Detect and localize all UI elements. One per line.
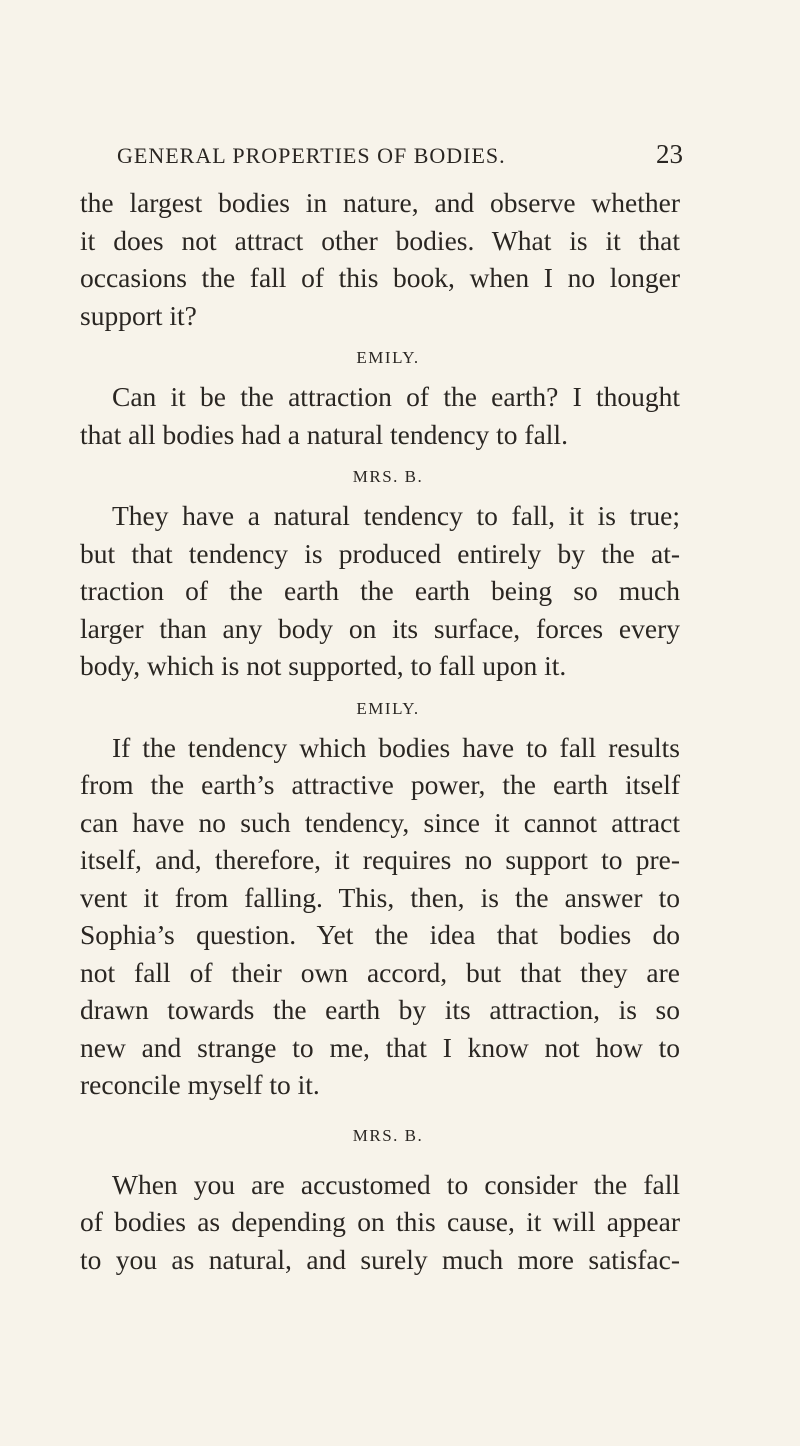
page-number: 23 — [656, 139, 683, 169]
text-line: They have a natural tendency to fall, it is true; — [112, 500, 680, 531]
text-line: the largest bodies in nature, and observe whether — [80, 187, 680, 218]
text-line: that all bodies had a natural tendency to fall. — [80, 418, 568, 450]
text-line: larger than any body on its surface, forces every — [80, 612, 680, 644]
text-line: traction of the earth the earth being so much — [80, 575, 680, 606]
speaker-label: MRS. B. — [352, 1125, 424, 1145]
text-line: from the earth’s attractive power, the earth itself — [80, 769, 680, 800]
text-line: can have no such tendency, since it cannot attract — [80, 806, 680, 838]
text-line: itself, and, therefore, it requires no support to pre- — [80, 844, 680, 875]
text-line: of bodies as depending on this cause, it will appear — [80, 1206, 680, 1237]
text-line: body, which is not supported, to fall upon it. — [80, 650, 567, 681]
text-line: it does not attract other bodies. What is it that — [80, 224, 680, 256]
text-line: drawn towards the earth by its attraction, is so — [80, 994, 680, 1025]
speaker-label: EMILY. — [356, 348, 420, 367]
speaker-label: MRS. B. — [352, 467, 424, 486]
text-line: Can it be the attraction of the earth? I thought — [112, 381, 680, 412]
speaker-label: EMILY. — [356, 698, 420, 718]
text-line: new and strange to me, that I know not how to — [80, 1031, 680, 1063]
text-line: but that tendency is produced entirely by the at- — [80, 537, 680, 569]
text-line: Sophia’s question. Yet the idea that bodies do — [80, 919, 680, 950]
text-line: vent it from falling. This, then, is the answer to — [80, 881, 680, 913]
body-text — [80, 184, 680, 1278]
text-line: occasions the fall of this book, when I no longer — [80, 262, 680, 293]
text-line: support it? — [80, 299, 197, 331]
text-line: When you are accustomed to consider the fall — [112, 1168, 680, 1200]
text-line: If the tendency which bodies have to fall results — [112, 731, 680, 763]
running-head-title: GENERAL PROPERTIES OF BODIES. — [117, 143, 506, 168]
text-line: to you as natural, and surely much more satisfac- — [80, 1243, 680, 1275]
text-line: not fall of their own accord, but that they are — [80, 956, 680, 988]
text-line: reconcile myself to it. — [80, 1069, 320, 1100]
